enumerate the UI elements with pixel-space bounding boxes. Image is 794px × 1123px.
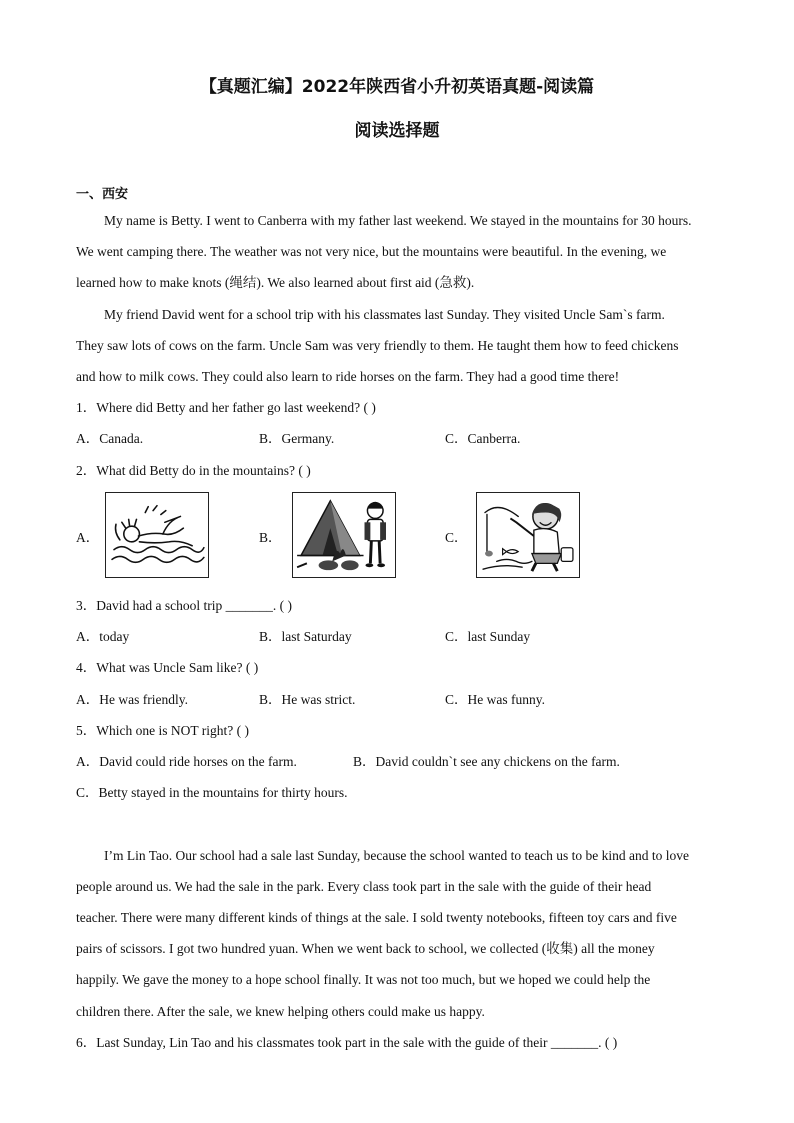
camping-picture[interactable] xyxy=(292,492,396,578)
question-3: 3．David had a school trip _______. ( ) xyxy=(76,598,292,613)
q4-option-b[interactable]: B．He was strict. xyxy=(259,692,356,707)
page-title: 【真题汇编】2022年陕西省小升初英语真题-阅读篇 xyxy=(199,77,595,97)
swimming-picture[interactable] xyxy=(105,492,209,578)
passage3-line: pairs of scissors. I got two hundred yuan. When we went back to school, we collected (收集) all the money xyxy=(76,941,655,956)
page-subtitle: 阅读选择题 xyxy=(354,121,440,141)
swimmer-drawing xyxy=(106,493,208,577)
question-6: 6．Last Sunday, Lin Tao and his classmates took part in the sale with the guide of their _______. ( ) xyxy=(76,1035,618,1050)
q3-option-a[interactable]: A．today xyxy=(76,629,130,644)
passage1-line: learned how to make knots (绳结). We also learned about first aid (急救). xyxy=(76,275,475,290)
passage3-line: people around us. We had the sale in the park. Every class took part in the sale with the guide of their head xyxy=(76,879,652,894)
passage3-line: children there. After the sale, we knew helping others could make us happy. xyxy=(76,1004,485,1019)
q2-option-c[interactable]: C． xyxy=(445,530,468,545)
section-heading: 一、西安 xyxy=(76,187,129,202)
passage3-line: teacher. There were many different kinds of things at the sale. I sold twenty notebooks, fifteen toy cars and five xyxy=(76,910,677,925)
q3-option-c[interactable]: C．last Sunday xyxy=(445,629,531,644)
q4-option-c[interactable]: C．He was funny. xyxy=(445,692,545,707)
q5-option-a[interactable]: A．David could ride horses on the farm. xyxy=(76,754,297,769)
question-2: 2．What did Betty do in the mountains? ( ) xyxy=(76,463,311,478)
fishing-girl-drawing xyxy=(477,493,579,577)
q1-option-a[interactable]: A．Canada. xyxy=(76,431,144,446)
passage2-line: They saw lots of cows on the farm. Uncle Sam was very friendly to them. He taught them how to feed chickens xyxy=(76,338,679,353)
q4-option-a[interactable]: A．He was friendly. xyxy=(76,692,188,707)
question-1: 1．Where did Betty and her father go last weekend? ( ) xyxy=(76,400,376,415)
tent-campfire-drawing xyxy=(293,493,395,577)
passage1-line: We went camping there. The weather was not very nice, but the mountains were beautiful. In the evening, we xyxy=(76,244,667,259)
q1-option-c[interactable]: C．Canberra. xyxy=(445,431,521,446)
question-5: 5．Which one is NOT right? ( ) xyxy=(76,723,249,738)
q2-option-a[interactable]: A． xyxy=(76,530,100,545)
fishing-picture[interactable] xyxy=(476,492,580,578)
q3-option-b[interactable]: B．last Saturday xyxy=(259,629,352,644)
q5-option-c[interactable]: C．Betty stayed in the mountains for thirty hours. xyxy=(76,785,348,800)
q2-option-b[interactable]: B． xyxy=(259,530,282,545)
passage2-line: My friend David went for a school trip with his classmates last Sunday. They visited Uncle Sam`s farm. xyxy=(104,307,665,322)
passage2-line: and how to milk cows. They could also learn to ride horses on the farm. They had a good time there! xyxy=(76,369,620,384)
passage3-line: happily. We gave the money to a hope school finally. It was not too much, but we hoped we could help the xyxy=(76,972,651,987)
passage3-line: I’m Lin Tao. Our school had a sale last Sunday, because the school wanted to teach us to be kind and to love xyxy=(104,848,690,863)
q1-option-b[interactable]: B．Germany. xyxy=(259,431,335,446)
question-4: 4．What was Uncle Sam like? ( ) xyxy=(76,660,259,675)
passage1-line: My name is Betty. I went to Canberra with my father last weekend. We stayed in the mountains for 30 hours. xyxy=(104,213,692,228)
q5-option-b[interactable]: B．David couldn`t see any chickens on the farm. xyxy=(353,754,620,769)
